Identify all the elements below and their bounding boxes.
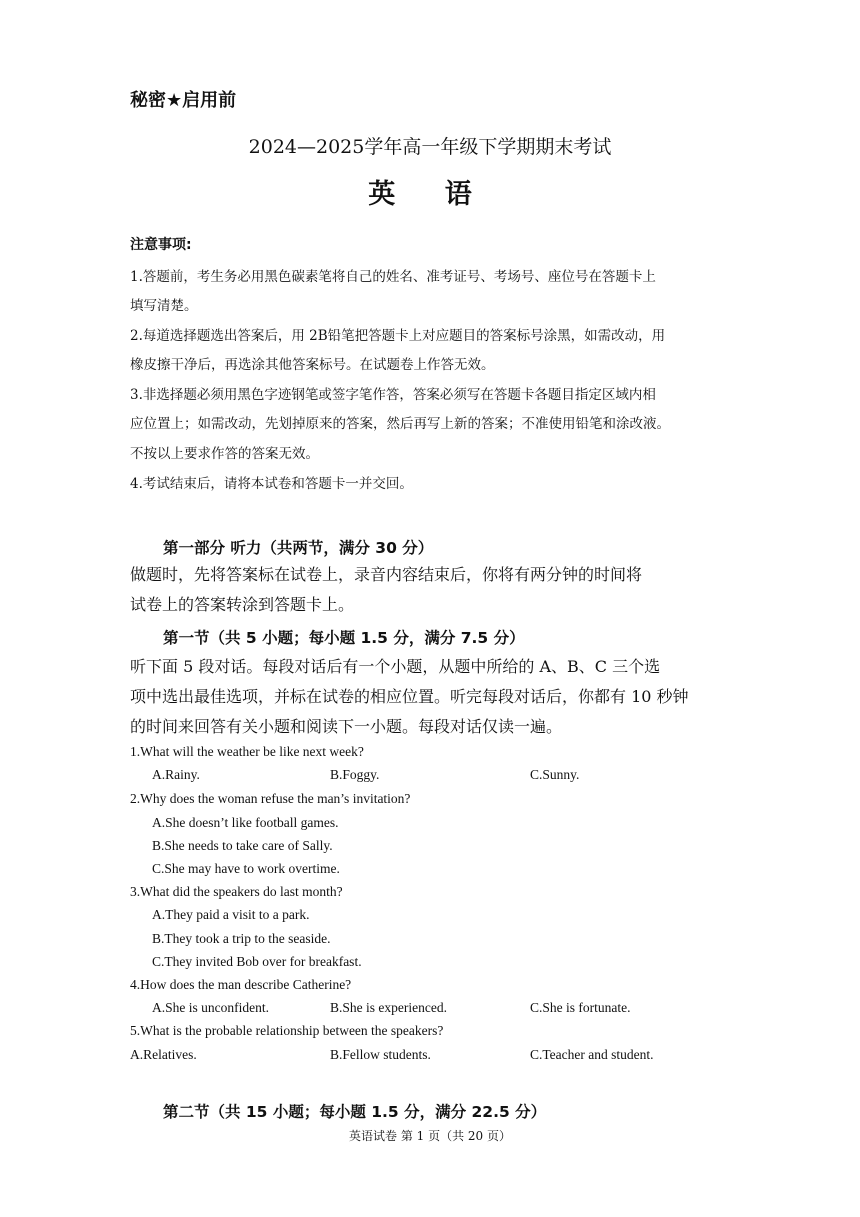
page-footer: 英语试卷 第 1 页（共 20 页） bbox=[349, 1129, 511, 1143]
notice-line: 应位置上；如需改动，先划掉原来的答案，然后再写上新的答案；不准使用铅笔和涂改液。 bbox=[130, 416, 670, 432]
question-stem: 4.How does the man describe Catherine? bbox=[130, 977, 352, 992]
notice-heading: 注意事项: bbox=[130, 237, 192, 253]
option-b: B.They took a trip to the seaside. bbox=[152, 931, 331, 946]
option-a: A.She is unconfident. bbox=[152, 1000, 269, 1015]
section1-line: 项中选出最佳选项，并标在试卷的相应位置。听完每段对话后，你都有 10 秒钟 bbox=[130, 687, 689, 706]
question-stem: 5.What is the probable relationship between the speakers? bbox=[130, 1023, 444, 1038]
option-b: B.She is experienced. bbox=[330, 1000, 447, 1015]
option-a: A.Relatives. bbox=[130, 1047, 197, 1062]
question-stem: 1.What will the weather be like next week? bbox=[130, 744, 364, 759]
notice-line: 填写清楚。 bbox=[130, 298, 198, 314]
notice-line: 4.考试结束后，请将本试卷和答题卡一并交回。 bbox=[130, 476, 413, 492]
option-b: B.Foggy. bbox=[330, 767, 380, 782]
part1-heading: 第一部分 听力（共两节，满分 30 分） bbox=[163, 539, 434, 557]
section1-line: 的时间来回答有关小题和阅读下一小题。每段对话仅读一遍。 bbox=[130, 717, 563, 736]
subject-title: 英 语 bbox=[368, 179, 492, 210]
notice-line: 1.答题前，考生务必用黑色碳素笔将自己的姓名、准考证号、考场号、座位号在答题卡上 bbox=[130, 269, 656, 285]
section1-heading: 第一节（共 5 小题；每小题 1.5 分，满分 7.5 分） bbox=[163, 629, 525, 647]
option-c: C.She may have to work overtime. bbox=[152, 861, 340, 876]
section2-heading: 第二节（共 15 小题；每小题 1.5 分，满分 22.5 分） bbox=[163, 1103, 547, 1121]
option-c: C.They invited Bob over for breakfast. bbox=[152, 954, 362, 969]
option-c: C.Teacher and student. bbox=[530, 1047, 654, 1062]
option-a: A.Rainy. bbox=[152, 767, 200, 782]
notice-line: 不按以上要求作答的答案无效。 bbox=[130, 446, 319, 462]
option-a: A.They paid a visit to a park. bbox=[152, 907, 310, 922]
option-c: C.She is fortunate. bbox=[530, 1000, 631, 1015]
question-stem: 3.What did the speakers do last month? bbox=[130, 884, 343, 899]
notice-line: 3.非选择题必须用黑色字迹钢笔或签字笔作答，答案必须写在答题卡各题目指定区域内相 bbox=[130, 387, 656, 403]
question-stem: 2.Why does the woman refuse the man’s invitation? bbox=[130, 791, 411, 806]
option-c: C.Sunny. bbox=[530, 767, 580, 782]
option-a: A.She doesn’t like football games. bbox=[152, 815, 339, 830]
section1-line: 听下面 5 段对话。每段对话后有一个小题，从题中所给的 A、B、C 三个选 bbox=[130, 657, 661, 676]
notice-line: 2.每道选择题选出答案后，用 2B铅笔把答题卡上对应题目的答案标号涂黑，如需改动，用 bbox=[130, 328, 666, 344]
notice-line: 橡皮擦干净后，再选涂其他答案标号。在试题卷上作答无效。 bbox=[130, 357, 495, 373]
option-b: B.Fellow students. bbox=[330, 1047, 431, 1062]
intro-line: 做题时，先将答案标在试卷上，录音内容结束后，你将有两分钟的时间将 bbox=[130, 565, 643, 584]
option-b: B.She needs to take care of Sally. bbox=[152, 838, 333, 853]
exam-title: 2024—2025学年高一年级下学期期末考试 bbox=[248, 136, 612, 158]
confidential-label: 秘密★启用前 bbox=[130, 90, 237, 111]
intro-line: 试卷上的答案转涂到答题卡上。 bbox=[130, 595, 355, 614]
